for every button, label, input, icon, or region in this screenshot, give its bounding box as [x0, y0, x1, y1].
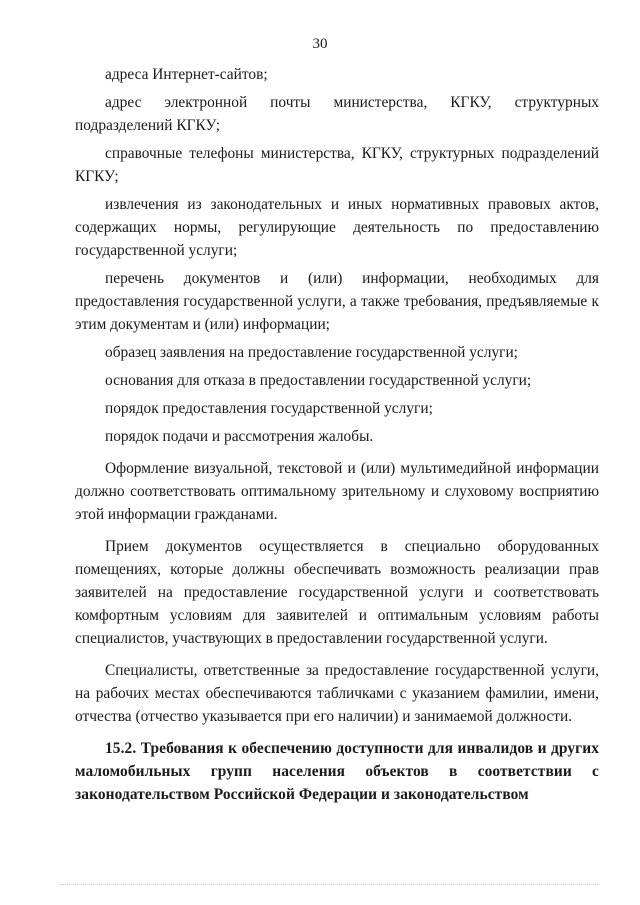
scan-artifact-line: [60, 884, 600, 887]
list-item-phones: справочные телефоны министерства, КГКУ, структурных подразделений КГКУ;: [75, 145, 599, 185]
list-item-procedure: порядок предоставления государственной услуги;: [105, 400, 433, 417]
paragraph-specialists: Специалисты, ответственные за предоставление государственной услуги, на рабочих местах обеспечиваются табличками с указанием фамилии, имени, отчества (отчество указывается при его наличии) и занимаемой должности.: [75, 662, 599, 725]
page-number: 30: [312, 36, 328, 52]
list-item-legal-extracts: извлечения из законодательных и иных нормативных правовых актов, содержащих нормы, регулирующие деятельность по предоставлению государственной услуги;: [75, 196, 599, 259]
list-item-application-sample: образец заявления на предоставление государственной услуги;: [105, 344, 518, 361]
section-heading-15-2: 15.2. Требования к обеспечению доступности для инвалидов и других маломобильных групп населения объектов в соответствии с законодательством Российской Федерации и законодательством: [75, 740, 599, 803]
list-item-complaints: порядок подачи и рассмотрения жалобы.: [105, 428, 374, 445]
list-item-email: адрес электронной почты министерства, КГКУ, структурных подразделений КГКУ;: [75, 94, 599, 134]
paragraph-document-reception: Прием документов осуществляется в специально оборудованных помещениях, которые должны обеспечивать возможность реализации прав заявителей на предоставление государственной услуги и соответствовать комфортным условиям для заявителей и оптимальным условиям работы специалистов, участвующих в предоставлении государственной услуги.: [75, 538, 599, 647]
document-body: [75, 63, 599, 806]
list-item-refusal-grounds: основания для отказа в предоставлении государственной услуги;: [105, 372, 532, 389]
list-item-websites: адреса Интернет-сайтов;: [105, 66, 268, 83]
paragraph-information-design: Оформление визуальной, текстовой и (или) мультимедийной информации должно соответствовать оптимальному зрительному и слуховому восприятию этой информации гражданами.: [75, 460, 599, 523]
list-item-documents: перечень документов и (или) информации, необходимых для предоставления государственной услуги, а также требования, предъявляемые к этим документам и (или) информации;: [75, 270, 599, 333]
